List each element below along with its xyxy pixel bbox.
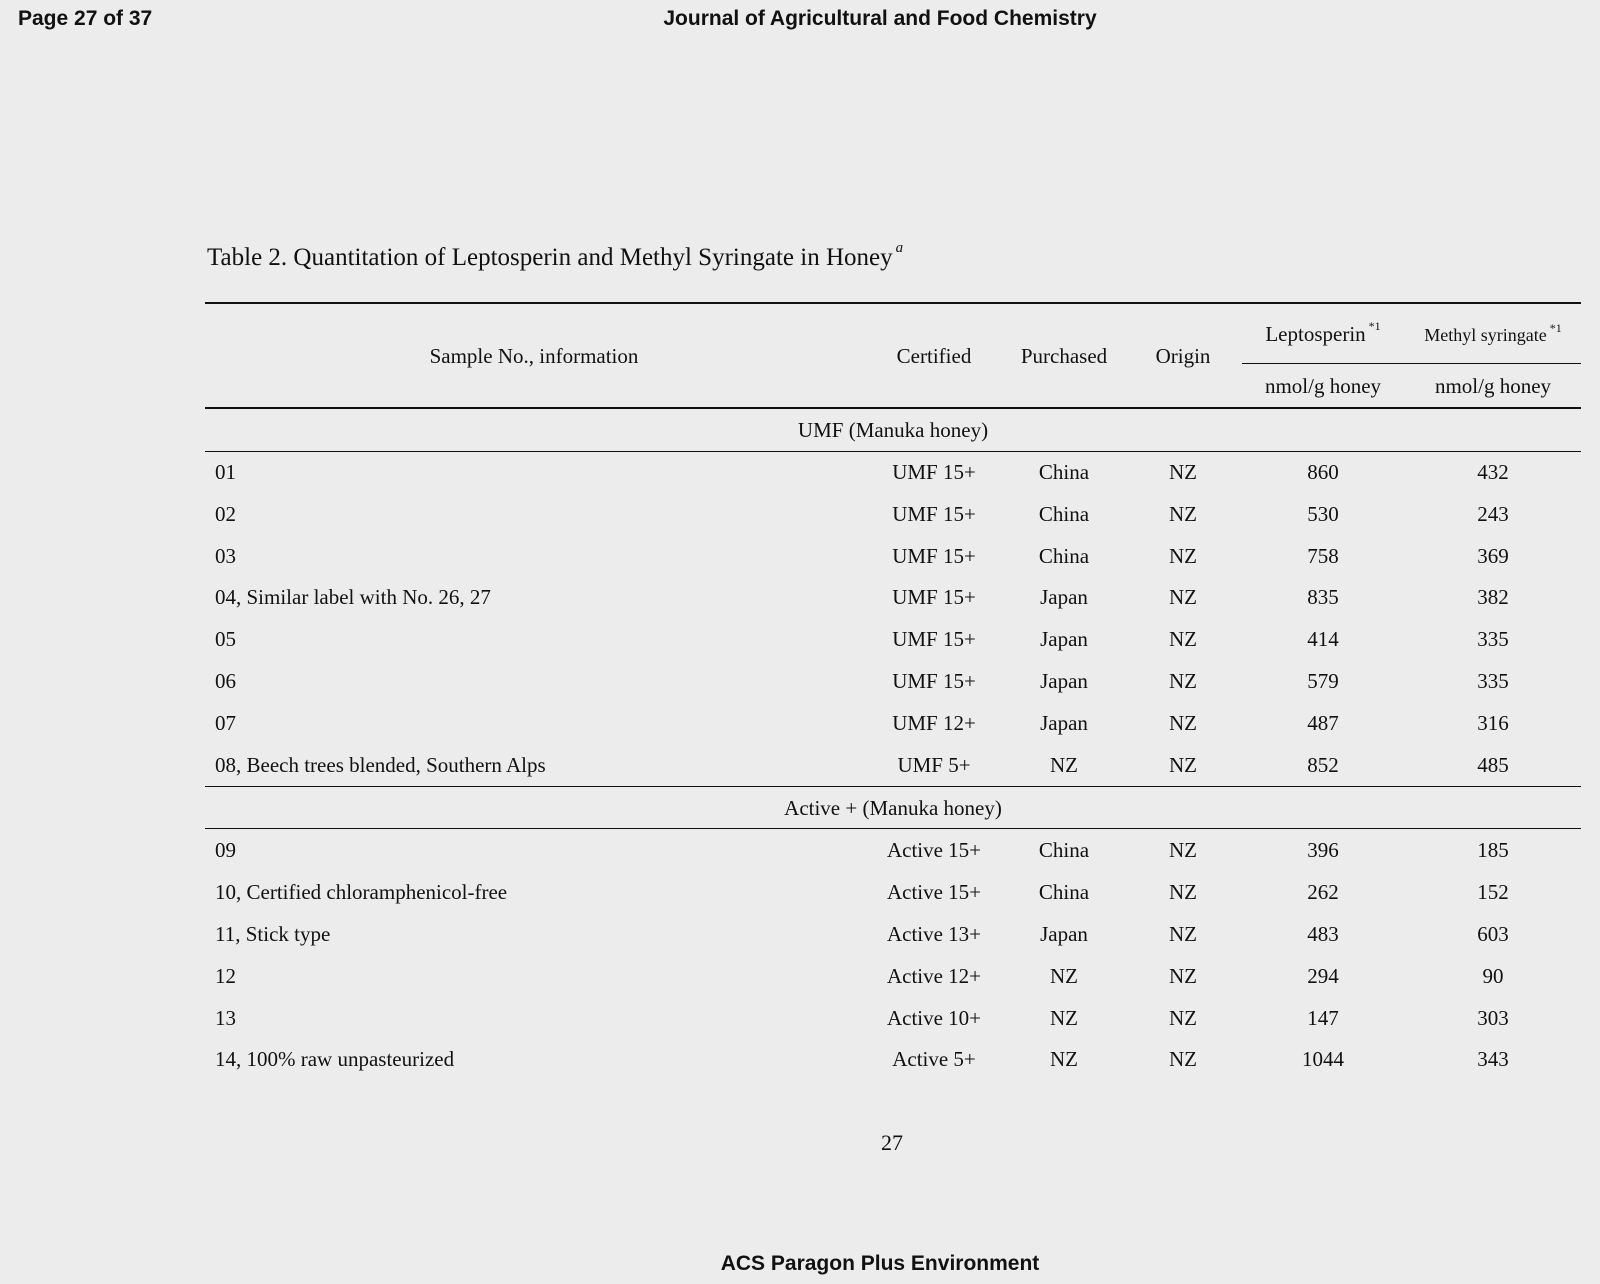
cell-leptosperin: 852 — [1307, 752, 1339, 777]
cell-sample: 10, Certified chloramphenicol-free — [215, 880, 508, 905]
cell-leptosperin: 579 — [1307, 669, 1339, 693]
cell-purchased: China — [1038, 880, 1090, 905]
cell-sample: 04, Similar label with No. 26, 27 — [215, 585, 491, 610]
cell-origin: NZ — [1169, 1005, 1197, 1030]
cell-origin: NZ — [1169, 922, 1197, 946]
cell-purchased: NZ — [1050, 963, 1078, 988]
cell-origin: NZ — [1169, 627, 1197, 652]
cell-sample: 13 — [215, 1005, 236, 1030]
cell-purchased: Japan — [1040, 627, 1088, 652]
cell-sample: 12 — [215, 963, 236, 988]
column-header-origin: Origin — [1155, 344, 1211, 368]
cell-leptosperin: 294 — [1307, 963, 1339, 988]
cell-purchased: NZ — [1050, 1047, 1078, 1072]
table-top-rule — [205, 302, 1581, 304]
unit-header-rule — [1242, 363, 1581, 364]
header-bottom-rule — [205, 407, 1581, 409]
cell-origin: NZ — [1169, 963, 1197, 988]
section-title: UMF (Manuka honey) — [797, 418, 989, 442]
cell-purchased: Japan — [1040, 669, 1088, 693]
cell-leptosperin: 414 — [1307, 627, 1339, 652]
cell-methyl-syringate: 369 — [1477, 543, 1509, 568]
page-label: Page 27 of 37 — [18, 7, 153, 30]
cell-sample: 03 — [215, 543, 236, 568]
section-rule — [205, 786, 1581, 787]
cell-sample: 06 — [215, 669, 236, 693]
cell-origin: NZ — [1169, 501, 1197, 526]
cell-sample: 09 — [215, 838, 236, 863]
cell-methyl-syringate: 152 — [1477, 880, 1509, 905]
cell-certified: Active 12+ — [886, 963, 982, 988]
cell-certified: UMF 5+ — [897, 752, 971, 777]
cell-certified: UMF 12+ — [892, 710, 976, 735]
cell-certified: UMF 15+ — [892, 501, 976, 526]
footer-environment: ACS Paragon Plus Environment — [720, 1252, 1040, 1275]
cell-sample: 14, 100% raw unpasteurized — [215, 1047, 455, 1072]
cell-sample: 07 — [215, 710, 236, 735]
cell-methyl-syringate: 335 — [1477, 627, 1509, 652]
cell-sample: 05 — [215, 627, 236, 652]
cell-leptosperin: 758 — [1307, 543, 1339, 568]
cell-purchased: NZ — [1050, 1005, 1078, 1030]
column-header-methyl-syringate — [1424, 321, 1562, 345]
cell-methyl-syringate: 90 — [1482, 963, 1504, 988]
cell-methyl-syringate: 485 — [1477, 752, 1509, 777]
cell-methyl-syringate: 185 — [1477, 838, 1509, 863]
cell-origin: NZ — [1169, 669, 1197, 693]
cell-methyl-syringate: 303 — [1477, 1005, 1509, 1030]
cell-leptosperin: 262 — [1307, 880, 1339, 905]
cell-methyl-syringate: 343 — [1477, 1047, 1509, 1072]
cell-methyl-syringate: 243 — [1477, 501, 1509, 526]
cell-origin: NZ — [1169, 585, 1197, 610]
cell-purchased: China — [1038, 501, 1090, 526]
cell-purchased: Japan — [1040, 922, 1088, 946]
cell-sample: 02 — [215, 501, 236, 526]
methyl-syringate-footnote: *1 — [1549, 321, 1562, 335]
cell-certified: Active 13+ — [886, 922, 982, 946]
column-header-sample: Sample No., information — [429, 344, 639, 368]
cell-certified: UMF 15+ — [892, 460, 976, 484]
cell-leptosperin: 147 — [1307, 1005, 1339, 1030]
cell-certified: Active 5+ — [892, 1047, 976, 1072]
page-number: 27 — [881, 1130, 903, 1155]
cell-purchased: China — [1038, 838, 1090, 863]
cell-methyl-syringate: 316 — [1477, 710, 1509, 735]
table-caption-text: Table 2. Quantitation of Leptosperin and Methyl Syringate in Honey — [207, 244, 893, 271]
cell-purchased: China — [1038, 460, 1090, 484]
cell-sample: 11, Stick type — [215, 922, 331, 946]
cell-leptosperin: 530 — [1307, 501, 1339, 526]
cell-origin: NZ — [1169, 880, 1197, 905]
cell-certified: Active 15+ — [886, 880, 982, 905]
unit-leptosperin: nmol/g honey — [1264, 374, 1382, 398]
section-rule — [205, 451, 1581, 452]
cell-certified: Active 15+ — [886, 838, 982, 863]
cell-methyl-syringate: 603 — [1477, 922, 1509, 946]
cell-origin: NZ — [1169, 543, 1197, 568]
journal-title: Journal of Agricultural and Food Chemistry — [663, 7, 1097, 30]
cell-purchased: Japan — [1040, 585, 1088, 610]
leptosperin-footnote: *1 — [1368, 319, 1381, 333]
cell-origin: NZ — [1169, 710, 1197, 735]
column-header-certified: Certified — [896, 344, 972, 368]
cell-methyl-syringate: 335 — [1477, 669, 1509, 693]
cell-methyl-syringate: 382 — [1477, 585, 1509, 610]
cell-leptosperin: 487 — [1307, 710, 1339, 735]
cell-certified: UMF 15+ — [892, 585, 976, 610]
cell-certified: Active 10+ — [886, 1005, 982, 1030]
table-caption — [207, 240, 904, 272]
cell-origin: NZ — [1169, 460, 1197, 484]
cell-leptosperin: 860 — [1307, 460, 1339, 484]
leptosperin-label: Leptosperin — [1265, 322, 1366, 346]
methyl-syringate-label: Methyl syringate — [1424, 325, 1547, 345]
cell-purchased: China — [1038, 543, 1090, 568]
column-header-leptosperin — [1265, 319, 1381, 346]
cell-origin: NZ — [1169, 752, 1197, 777]
cell-sample: 08, Beech trees blended, Southern Alps — [215, 752, 546, 777]
cell-certified: UMF 15+ — [892, 543, 976, 568]
caption-footnote-marker: a — [895, 240, 904, 256]
cell-purchased: Japan — [1040, 710, 1088, 735]
column-header-purchased: Purchased — [1020, 344, 1108, 368]
cell-sample: 01 — [215, 460, 236, 484]
cell-origin: NZ — [1169, 1047, 1197, 1072]
cell-leptosperin: 835 — [1307, 585, 1339, 610]
section-title: Active + (Manuka honey) — [784, 796, 1002, 821]
cell-certified: UMF 15+ — [892, 669, 976, 693]
unit-methyl-syringate: nmol/g honey — [1434, 374, 1552, 398]
cell-leptosperin: 1044 — [1302, 1047, 1344, 1072]
cell-leptosperin: 396 — [1307, 838, 1339, 863]
cell-origin: NZ — [1169, 838, 1197, 863]
cell-methyl-syringate: 432 — [1477, 460, 1509, 484]
cell-certified: UMF 15+ — [892, 627, 976, 652]
section-rule — [205, 828, 1581, 829]
cell-purchased: NZ — [1050, 752, 1078, 777]
cell-leptosperin: 483 — [1307, 922, 1339, 946]
